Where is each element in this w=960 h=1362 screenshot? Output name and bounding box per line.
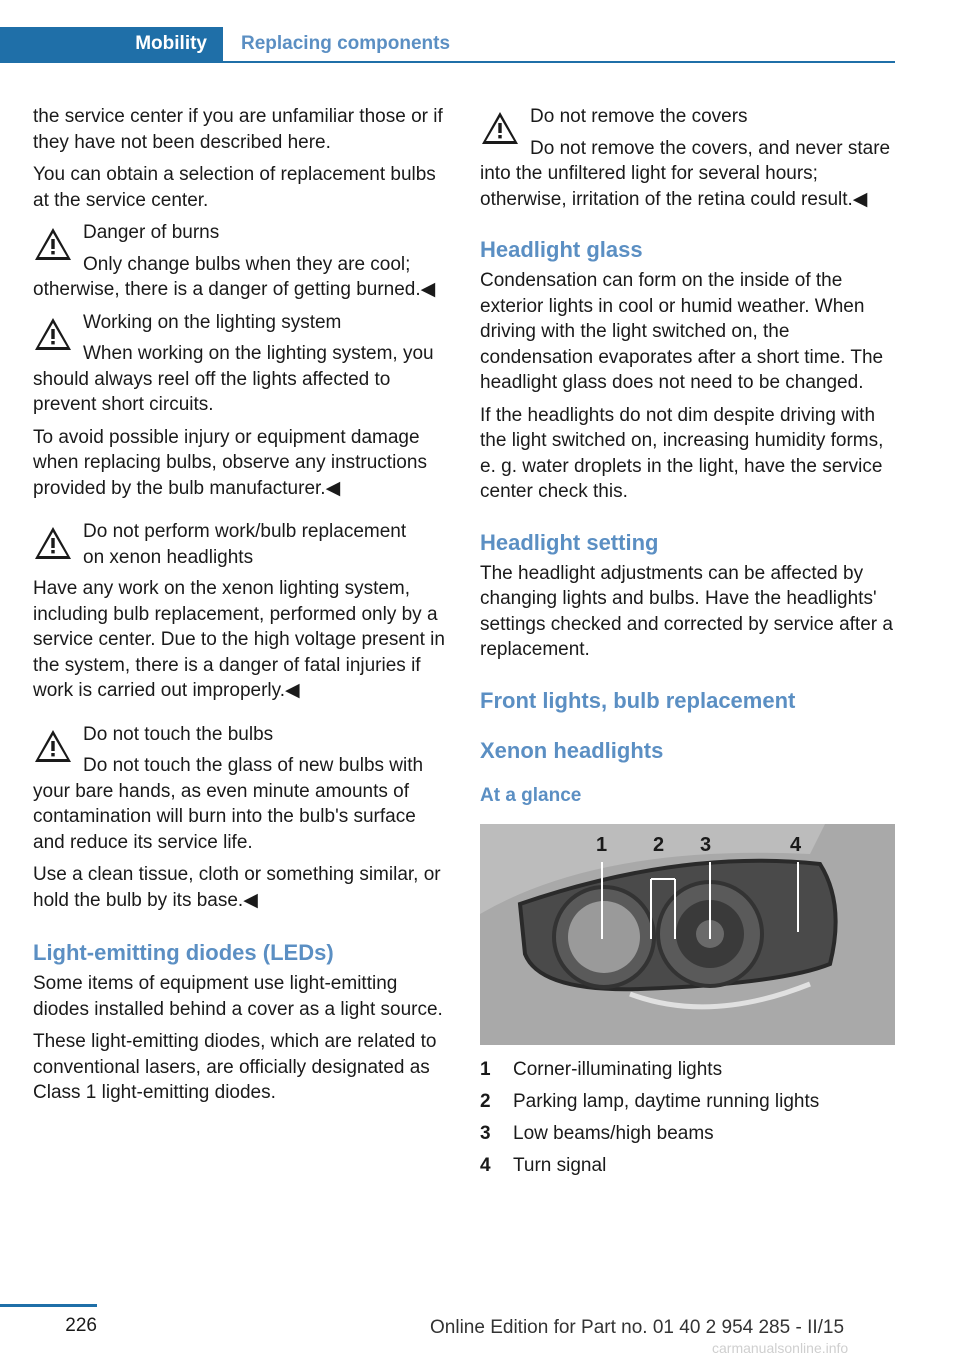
legend-item [480,1089,895,1121]
warning-block [33,310,448,418]
header-tabbar [0,27,895,63]
paragraph: Some items of equipment use light-emitting diodes installed behind a cover as a light source. [33,973,443,1020]
warning-title: Do not perform work/bulb replacement [83,521,407,542]
warning-body: Do not touch the glass of new bulbs with your bare hands, as even minute amounts of contamination will burn into the bulb's surface and reduce its service life. [33,755,424,853]
warning-block [480,104,895,212]
section-heading: Headlight glass [480,237,643,262]
warning-triangle-icon [33,728,73,764]
paragraph: If the headlights do not dim despite driving with the light switched on, increasing humidity forms, e. g. water droplets in the light, have the service center check this. [480,404,884,502]
warning-block [33,519,448,704]
legend-item [480,1121,895,1153]
right-column [480,104,895,1185]
callout-label: 3 [700,833,712,856]
figure-legend [480,1057,895,1185]
subsection-tab: Replacing components [241,33,451,54]
paragraph: These light-emitting diodes, which are related to conventional lasers, are officially designated as Class 1 light-emitting diodes. [33,1031,437,1103]
headlight-illustration [480,824,895,1045]
warning-triangle-icon [480,110,520,146]
legend-number: 2 [480,1090,491,1112]
sub-subsection-heading: At a glance [480,784,582,806]
legend-number: 1 [480,1058,491,1080]
legend-label: Corner-illuminating lights [513,1058,723,1080]
callout-label: 1 [596,833,608,856]
warning-title: Do not touch the bulbs [83,723,274,745]
paragraph: Use a clean tissue, cloth or something similar, or hold the bulb by its base.◀ [33,864,441,911]
edition-note: Online Edition for Part no. 01 40 2 954 285 - II/15 [430,1317,845,1338]
warning-block [33,722,448,856]
warning-block [33,220,448,303]
callout-label: 2 [653,833,665,856]
warning-title-continued: on xenon headlights [83,546,254,568]
legend-item [480,1057,895,1089]
legend-label: Turn signal [513,1154,607,1176]
section-tab: Mobility [0,27,223,61]
warning-triangle-icon [33,525,73,561]
paragraph: the service center if you are unfamiliar those or if they have not been described here. [33,106,443,153]
warning-body: Do not remove the covers, and never stare into the unfiltered light for several hours; otherwise, irritation of the retina could result.◀ [480,137,891,210]
section-heading: Headlight setting [480,529,659,555]
warning-body: Have any work on the xenon lighting system, including bulb replacement, performed only by a service center. Due to the high voltage present in the system, there is a danger of fatal injuries if work is carried out improperly.◀ [33,578,445,701]
paragraph: You can obtain a selection of replacement bulbs at the service center. [33,164,436,211]
legend-number: 4 [480,1154,491,1176]
warning-title: Danger of burns [83,222,220,243]
warning-triangle-icon [33,226,73,262]
warning-body: Only change bulbs when they are cool; otherwise, there is a danger of getting burned.◀ [33,253,436,300]
left-column [33,104,448,1113]
warning-title: Do not remove the covers [530,106,748,127]
paragraph: The headlight adjustments can be affected by changing lights and bulbs. Have the headlights' settings checked and corrected by service after a replacement. [480,562,893,660]
headlight-figure [480,824,895,1045]
paragraph: To avoid possible injury or equipment damage when replacing bulbs, observe any instructions provided by the bulb manufacturer.◀ [33,426,427,499]
callout-label: 4 [790,833,802,856]
footer-rule [0,1304,97,1307]
page-number: 226 [65,1315,97,1336]
legend-number: 3 [480,1122,491,1144]
warning-triangle-icon [33,316,73,352]
section-heading: Light-emitting diodes (LEDs) [33,940,334,965]
legend-item [480,1153,895,1185]
paragraph: Condensation can form on the inside of the exterior lights in cool or humid weather. When driving with the light switched on, the condensation evaporates after a short time. The headlight glass does not need to be changed. [480,270,884,393]
legend-label: Parking lamp, daytime running lights [513,1090,820,1112]
legend-label: Low beams/high beams [513,1122,714,1144]
section-heading: Front lights, bulb replacement [480,687,796,713]
subsection-heading: Xenon headlights [480,737,664,763]
warning-title: Working on the lighting system [83,311,342,333]
warning-body: When working on the lighting system, you should always reel off the lights affected to prevent short circuits. [33,343,434,415]
watermark: carmanualsonline.info [712,1340,849,1356]
